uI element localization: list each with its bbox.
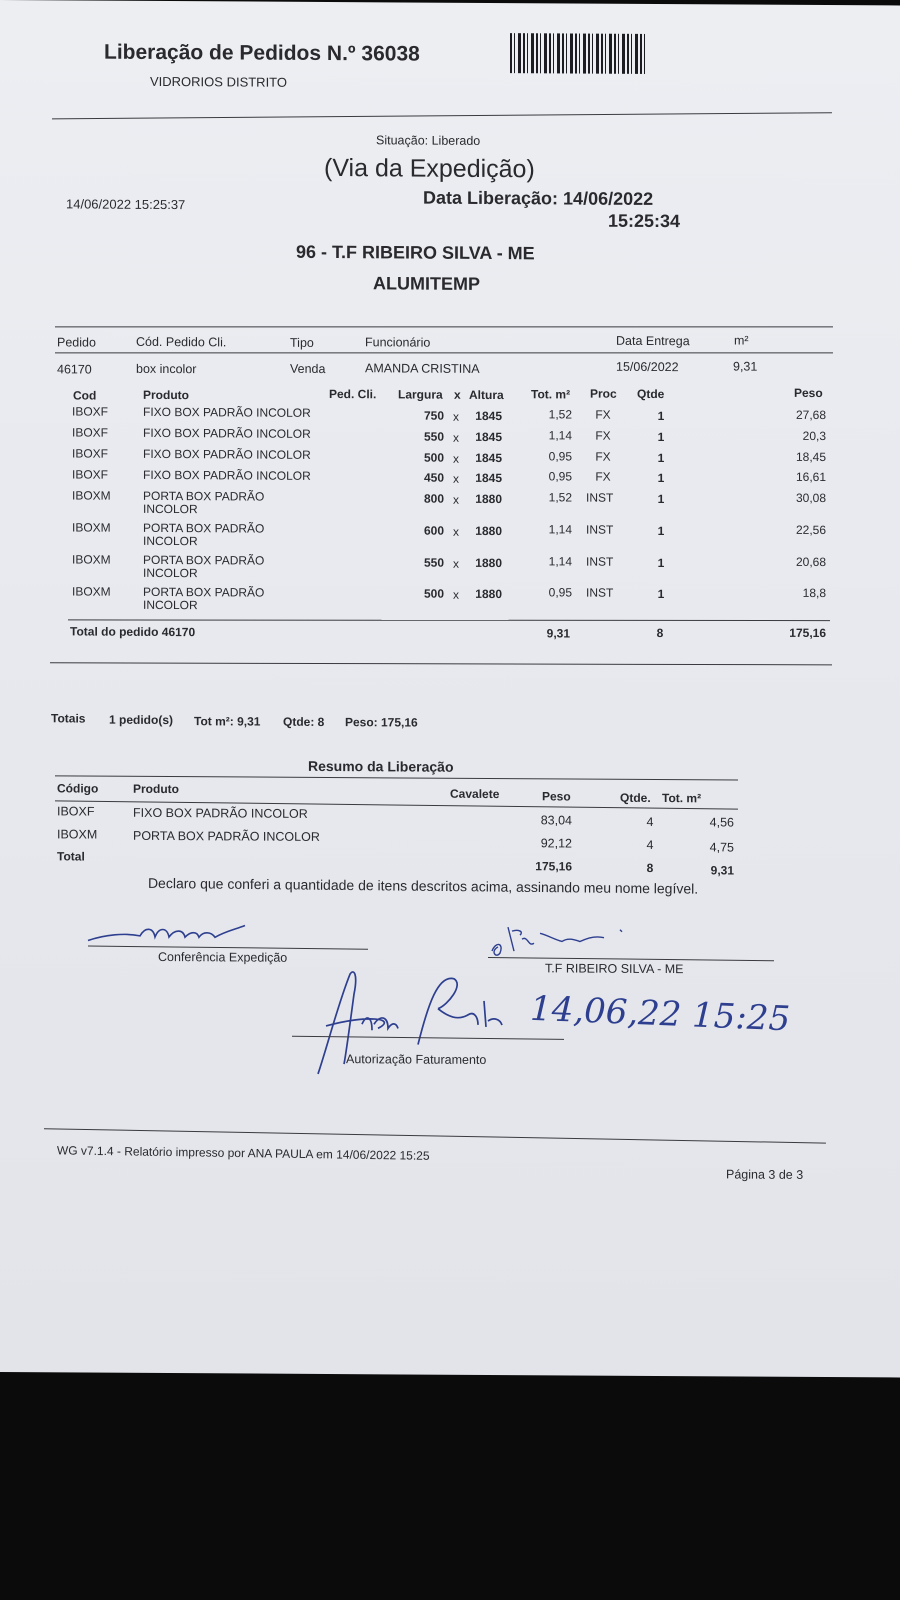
resumo-row1-produto: FIXO BOX PADRÃO INCOLOR [133,805,308,821]
item-altura: 1845 [475,429,502,444]
item-produto: PORTA BOX PADRÃO [143,520,265,536]
item-qtde: 1 [657,587,665,602]
item-qtde: 1 [657,555,665,570]
footer-divider [44,1128,826,1143]
items-total-rule [68,619,830,621]
header-divider [52,112,832,119]
item-peso: 20,3 [802,428,826,443]
items-col-largura: Largura [398,387,443,402]
resumo-col-cavalete: Cavalete [450,786,500,802]
items-col-cod: Cod [73,388,97,403]
release-date: Data Liberação: 14/06/2022 [423,187,654,209]
totais-qtde: Qtde: 8 [283,714,325,729]
item-tot-m2: 1,14 [548,553,572,568]
item-tot-m2: 1,14 [548,428,572,443]
item-proc: FX [595,428,611,443]
order-tipo: Venda [290,361,326,376]
item-produto: FIXO BOX PADRÃO INCOLOR [143,425,311,441]
item-largura: 500 [423,450,444,465]
resumo-total-peso: 175,16 [535,859,572,874]
col-funcionario: Funcionário [365,335,431,350]
declaration-text: Declaro que conferi a quantidade de itens descritos acima, assinando meu nome legível. [147,874,699,897]
item-cod: IBOXM [72,552,111,567]
item-altura: 1845 [475,408,502,424]
item-qtde: 1 [657,409,665,424]
item-x: x [453,524,459,539]
item-qtde: 1 [657,471,665,486]
item-peso: 16,61 [795,470,826,485]
item-tot-m2: 0,95 [548,469,572,484]
page-number: Página 3 de 3 [726,1167,804,1182]
item-proc: INST [586,585,614,600]
order-m2: 9,31 [733,359,758,374]
items-col-x: x [454,387,461,402]
item-produto: PORTA BOX PADRÃO [143,584,265,600]
item-produto-cont: INCOLOR [143,565,198,581]
status-text: Situação: Liberado [376,133,481,148]
item-tot-m2: 0,95 [548,448,572,463]
item-cod: IBOXF [72,404,109,419]
item-cod: IBOXF [72,425,109,440]
item-tot-m2: 1,14 [548,522,572,537]
via-label: (Via da Expedição) [324,153,535,184]
order-cod-cli: box incolor [136,361,197,377]
item-altura: 1880 [475,587,502,602]
item-proc: FX [595,407,611,422]
item-tot-m2: 0,95 [548,585,572,600]
resumo-row1-tot: 4,56 [709,815,734,830]
footer-printed-by: WG v7.1.4 - Relatório impresso por ANA PAULA em 14/06/2022 15:25 [56,1143,430,1163]
item-x: x [453,556,459,571]
resumo-total-label: Total [57,849,85,864]
barcode-image [510,33,648,74]
item-altura: 1880 [475,523,502,538]
handwritten-date: 14,06,22 15:25 [529,988,791,1040]
item-tot-m2: 1,52 [548,407,572,422]
col-cod-pedido-cli: Cód. Pedido Cli. [136,334,227,350]
item-produto-cont: INCOLOR [143,533,198,549]
item-qtde: 1 [657,450,665,465]
item-x: x [453,492,459,507]
item-altura: 1880 [475,491,502,507]
release-time: 15:25:34 [608,210,681,232]
item-peso: 27,68 [795,407,826,423]
resumo-total-qtde: 8 [646,860,654,875]
resumo-col-tot-m2: Tot. m² [662,791,702,806]
client-subname: ALUMITEMP [373,273,480,294]
item-cod: IBOXM [72,520,111,535]
item-produto: FIXO BOX PADRÃO INCOLOR [143,404,311,420]
item-produto: PORTA BOX PADRÃO [143,552,265,568]
item-largura: 800 [423,491,444,506]
item-cod: IBOXF [72,467,109,482]
item-produto: PORTA BOX PADRÃO [143,488,265,504]
item-cod: IBOXM [72,584,111,599]
client-name: 96 - T.F RIBEIRO SILVA - ME [296,241,535,264]
items-col-qtde: Qtde [637,386,665,402]
item-produto-cont: INCOLOR [143,501,198,517]
item-x: x [453,588,459,603]
resumo-row2-qtde: 4 [646,837,654,852]
resumo-col-peso: Peso [542,789,571,804]
resumo-title: Resumo da Liberação [308,757,454,775]
items-col-altura: Altura [469,387,504,403]
resumo-col-codigo: Código [57,781,99,796]
items-col-peso: Peso [794,385,823,401]
item-x: x [453,409,459,424]
item-proc: FX [595,449,611,464]
autorizacao-label: Autorização Faturamento [346,1052,487,1067]
order-pedido: 46170 [57,362,92,377]
order-total-qtde: 8 [656,626,664,641]
item-proc: INST [586,554,614,569]
item-x: x [453,430,459,445]
item-cod: IBOXF [72,446,109,461]
printed-timestamp: 14/06/2022 15:25:37 [66,196,186,213]
resumo-total-tot: 9,31 [710,863,734,878]
order-top-rule [55,326,833,327]
items-col-produto: Produto [143,387,189,403]
resumo-row2-codigo: IBOXM [57,827,98,842]
item-proc: INST [586,522,614,537]
item-cod: IBOXM [72,488,111,503]
item-largura: 750 [423,408,444,423]
col-m2: m² [734,333,749,348]
order-total-label: Total do pedido 46170 [70,624,196,640]
resumo-row2-tot: 4,75 [709,840,734,855]
item-peso: 22,56 [795,522,826,537]
item-produto: FIXO BOX PADRÃO INCOLOR [143,467,311,483]
totais-pedidos: 1 pedido(s) [109,712,174,728]
item-altura: 1845 [475,471,502,486]
item-proc: INST [586,490,614,505]
resumo-col-produto: Produto [133,781,179,797]
item-largura: 550 [423,555,444,570]
item-qtde: 1 [657,492,665,507]
item-largura: 450 [423,470,444,485]
item-largura: 500 [423,586,444,601]
resumo-col-qtde: Qtde. [620,790,651,805]
item-produto-cont: INCOLOR [143,597,198,613]
item-x: x [453,472,459,487]
resumo-row1-qtde: 4 [646,814,654,829]
document-title: Liberação de Pedidos N.º 36038 [104,40,420,66]
order-funcionario: AMANDA CRISTINA [365,361,480,376]
resumo-top-rule [55,775,738,780]
item-largura: 600 [423,523,444,538]
section-divider [50,662,832,665]
resumo-row2-peso: 92,12 [540,836,572,851]
totais-label: Totais [51,711,86,726]
order-total-m2: 9,31 [546,626,570,641]
cliente-label: T.F RIBEIRO SILVA - ME [545,961,684,977]
conferencia-label: Conferência Expedição [158,949,288,965]
order-data-entrega: 15/06/2022 [616,359,679,375]
totais-peso: Peso: 175,16 [345,715,418,730]
item-qtde: 1 [657,523,665,538]
item-qtde: 1 [657,429,665,444]
order-header-rule [55,352,833,353]
resumo-row1-codigo: IBOXF [57,804,95,819]
item-peso: 18,8 [802,586,826,601]
col-tipo: Tipo [290,335,314,350]
items-col-proc: Proc [590,386,617,401]
signature-cliente-image [488,921,648,960]
totais-m2: Tot m²: 9,31 [194,714,261,729]
item-peso: 30,08 [795,490,826,506]
resumo-row2-produto: PORTA BOX PADRÃO INCOLOR [133,828,320,844]
item-x: x [453,451,459,466]
items-col-tot-m2: Tot. m² [531,387,571,402]
item-peso: 18,45 [795,449,826,464]
col-data-entrega: Data Entrega [616,333,690,349]
item-altura: 1880 [475,555,502,570]
item-proc: FX [595,469,611,484]
company-name: VIDRORIOS DISTRITO [150,73,287,90]
item-peso: 20,68 [795,554,826,569]
resumo-row1-peso: 83,04 [540,813,572,828]
col-pedido: Pedido [57,335,96,350]
items-col-ped-cli: Ped. Cli. [329,387,377,402]
item-tot-m2: 1,52 [548,490,572,505]
item-altura: 1845 [475,450,502,465]
order-total-peso: 175,16 [789,625,826,641]
item-produto: FIXO BOX PADRÃO INCOLOR [143,446,311,462]
item-largura: 550 [423,429,444,444]
